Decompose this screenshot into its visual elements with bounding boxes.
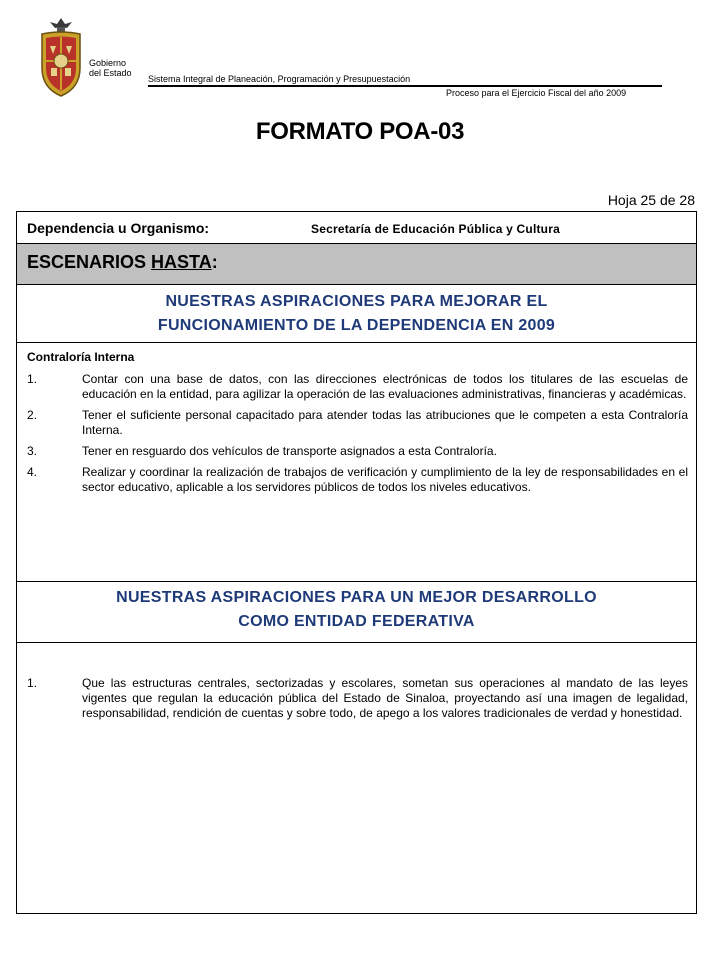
section1-title xyxy=(17,290,696,338)
dependencia-label: Dependencia u Organismo: xyxy=(27,220,210,236)
list-item-number: 4. xyxy=(27,465,38,479)
escenarios-underlined: HASTA xyxy=(151,252,212,272)
page-counter: Hoja 25 de 28 xyxy=(607,192,695,208)
gobierno-line1: Gobierno xyxy=(89,58,127,68)
section2-list xyxy=(27,676,688,727)
list-item-number: 1. xyxy=(27,676,38,690)
fiscal-process-label: Proceso para el Ejercicio Fiscal del año 2009 xyxy=(446,88,627,98)
list-item-text: Contar con una base de datos, con las direcciones electrónicas de todos los titulares de las escuelas de educación en la entidad, para agilizar la operación de las evaluaciones administrativas, financieras y académicas. xyxy=(82,372,688,401)
list-item-text: Que las estructuras centrales, sectorizadas y escolares, sometan sus operaciones al mandato de las leyes vigentes que regulan la educación pública del Estado de Sinaloa, proyectando así una imagen de legalidad, responsabilidad, rendición de cuentas y sobre todo, de apego a los valores tradicionales de verdad y honestidad. xyxy=(82,676,688,720)
divider xyxy=(17,581,696,582)
list-item-number: 2. xyxy=(27,408,38,422)
divider xyxy=(17,642,696,643)
list-item xyxy=(27,444,688,459)
list-item-text: Tener en resguardo dos vehículos de transporte asignados a esta Contraloría. xyxy=(82,444,497,458)
list-item-text: Tener el suficiente personal capacitado para atender todas las atribuciones que le competen a esta Contraloría Interna. xyxy=(82,408,688,437)
dependencia-value: Secretaría de Educación Pública y Cultura xyxy=(311,222,560,236)
list-item-text: Realizar y coordinar la realización de trabajos de verificación y cumplimiento de la ley de responsabilidades en el sector educativo, aplicable a los servidores públicos de todos los niveles educativos. xyxy=(82,465,688,494)
header-rule xyxy=(148,85,662,87)
gobierno-line2: del Estado xyxy=(89,68,132,78)
list-item xyxy=(27,465,688,495)
section1-list xyxy=(27,372,688,501)
area-label: Contraloría Interna xyxy=(27,350,135,364)
escenarios-prefix: ESCENARIOS xyxy=(27,252,152,272)
page-title: FORMATO POA-03 xyxy=(255,118,465,145)
section2-title xyxy=(17,586,696,634)
escenarios-suffix: : xyxy=(211,252,218,272)
list-item-number: 1. xyxy=(27,372,38,386)
gobierno-label xyxy=(89,58,132,78)
divider xyxy=(17,342,696,343)
poa-form xyxy=(16,211,697,914)
section1-title-line1: NUESTRAS ASPIRACIONES PARA MEJORAR EL xyxy=(165,293,548,310)
section2-title-line2: COMO ENTIDAD FEDERATIVA xyxy=(238,613,475,630)
section1-title-line2: FUNCIONAMIENTO DE LA DEPENDENCIA EN 2009 xyxy=(157,317,556,334)
list-item xyxy=(27,372,688,402)
escenarios-label xyxy=(27,252,218,273)
escenarios-row xyxy=(17,244,696,284)
system-name: Sistema Integral de Planeación, Programación y Presupuestación xyxy=(148,74,411,84)
state-coat-of-arms-icon xyxy=(36,16,86,98)
section2-title-line1: NUESTRAS ASPIRACIONES PARA UN MEJOR DESARROLLO xyxy=(116,589,597,606)
divider xyxy=(17,284,696,285)
list-item xyxy=(27,676,688,721)
list-item-number: 3. xyxy=(27,444,38,458)
list-item xyxy=(27,408,688,438)
